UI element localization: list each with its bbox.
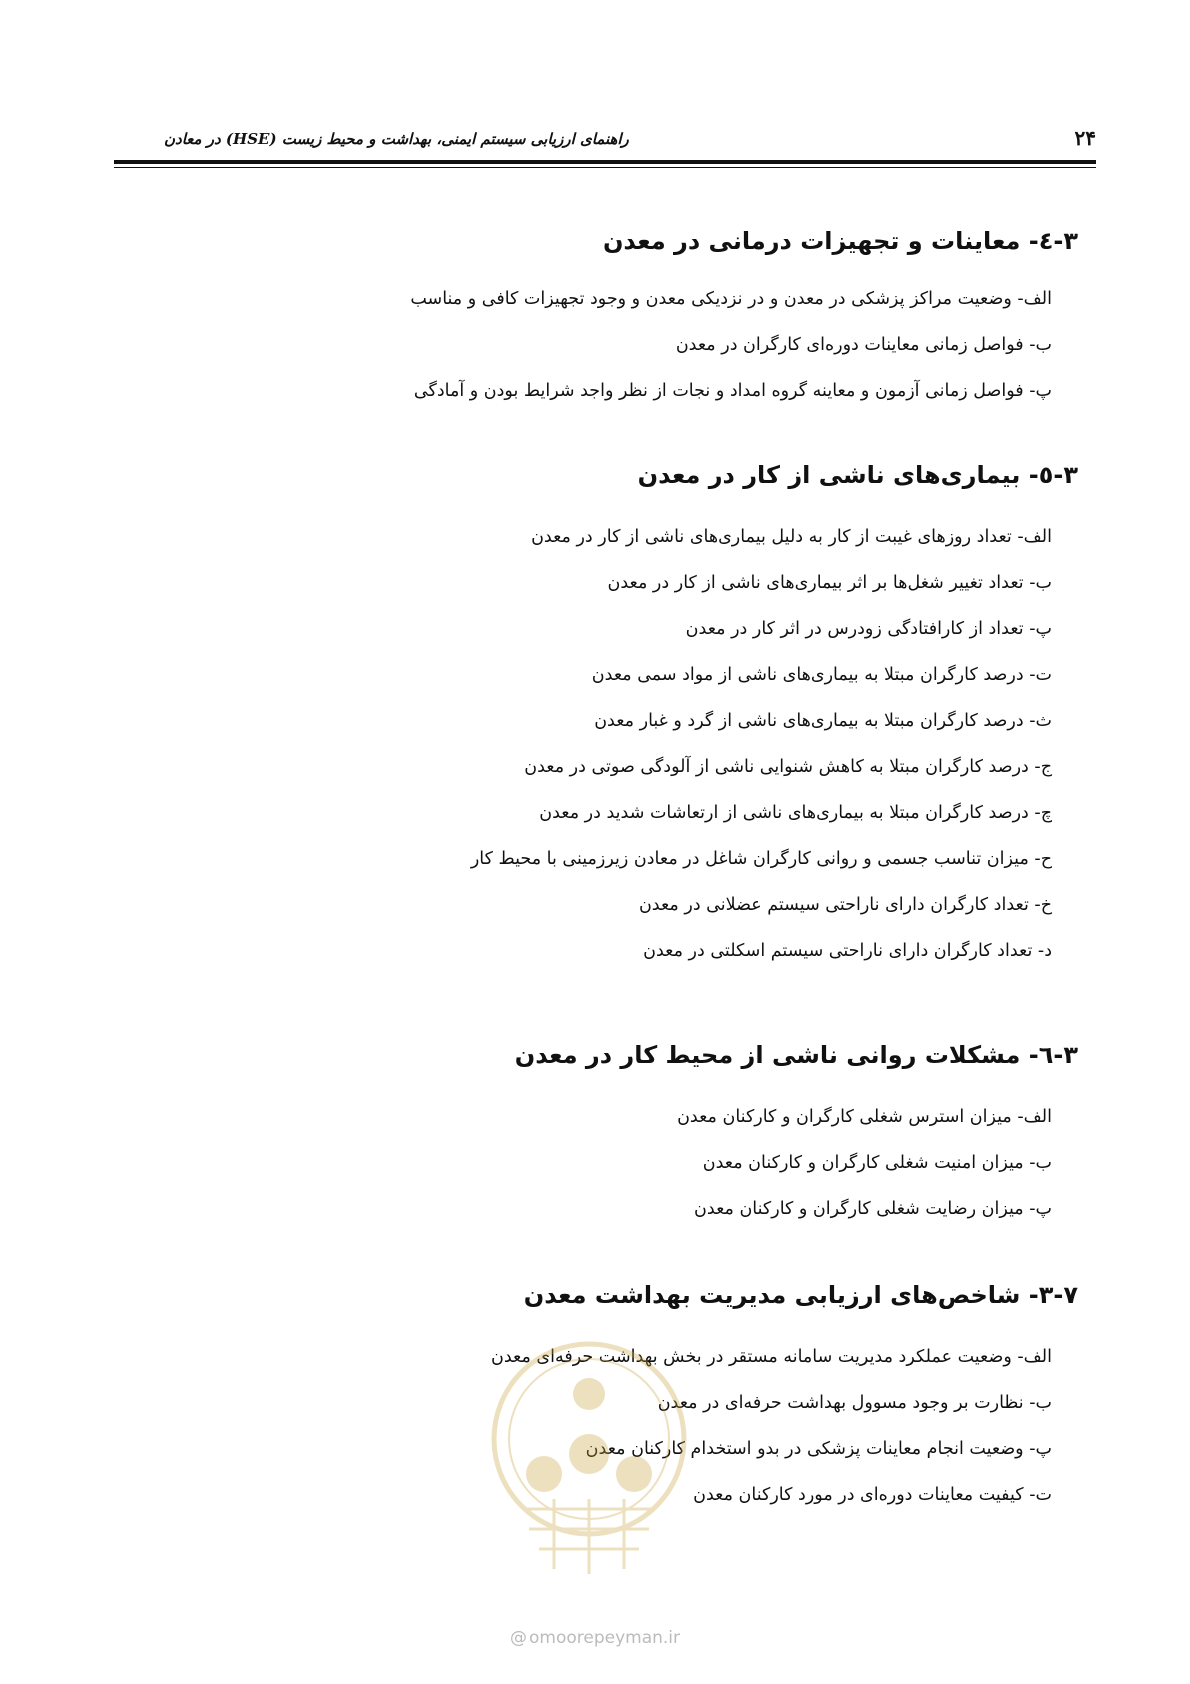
list-item: خ- تعداد کارگران دارای ناراحتی سیستم عضلانی در معدن (638, 895, 1052, 915)
item-list (410, 276, 1078, 414)
page-header (114, 126, 1096, 160)
section-medical-exams (410, 224, 1078, 414)
running-title: راهنمای ارزیابی سیستم ایمنی، بهداشت و محیط زیست (HSE) در معادن (164, 130, 629, 148)
page-number: ۲۴ (1074, 126, 1096, 150)
list-item: پ- میزان رضایت شغلی کارگران و کارکنان معدن (694, 1199, 1052, 1219)
list-item: ج- درصد کارگران مبتلا به کاهش شنوایی ناشی از آلودگی صوتی در معدن (524, 757, 1052, 777)
header-rule-thin (114, 167, 1096, 168)
list-item: پ- تعداد از کارافتادگی زودرس در اثر کار در معدن (685, 619, 1052, 639)
footer-watermark-url (0, 1628, 1190, 1648)
list-item: ت- درصد کارگران مبتلا به بیماری‌های ناشی از مواد سمی معدن (591, 665, 1052, 685)
section-title: ۳-٦- مشکلات روانی ناشی از محیط کار در معدن (514, 1041, 1078, 1069)
list-item: پ- فواصل زمانی آزمون و معاینه گروه امداد و نجات از نظر واجد شرایط بودن و آمادگی (413, 381, 1052, 401)
list-item: الف- وضعیت مراکز پزشکی در معدن و در نزدیکی معدن و وجود تجهیزات کافی و مناسب (410, 289, 1052, 309)
at-sign-icon: @ (509, 1628, 527, 1648)
list-item: الف- تعداد روزهای غیبت از کار به دلیل بیماری‌های ناشی از کار در معدن (531, 527, 1052, 547)
section-psychological-problems (515, 1038, 1078, 1232)
list-item: چ- درصد کارگران مبتلا به بیماری‌های ناشی از ارتعاشات شدید در معدن (539, 803, 1052, 823)
list-item: ت- کیفیت معاینات دوره‌ای در مورد کارکنان معدن (693, 1485, 1052, 1505)
header-rule-thick (114, 160, 1096, 164)
list-item: ب- فواصل زمانی معاینات دوره‌ای کارگران در معدن (675, 335, 1052, 355)
footer-url-text: omoorepeyman.ir (528, 1628, 681, 1648)
list-item: پ- وضعیت انجام معاینات پزشکی در بدو استخدام کارکنان معدن (585, 1439, 1052, 1459)
watermark-seal (484, 1334, 694, 1584)
section-title: ۳-٥- بیماری‌های ناشی از کار در معدن (637, 461, 1078, 489)
list-item: د- تعداد کارگران دارای ناراحتی سیستم اسکلتی در معدن (643, 941, 1052, 961)
list-item: الف- میزان استرس شغلی کارگران و کارکنان معدن (677, 1107, 1052, 1127)
section-occupational-diseases (471, 458, 1078, 974)
list-item: ب- میزان امنیت شغلی کارگران و کارکنان معدن (702, 1153, 1052, 1173)
list-item: ب- نظارت بر وجود مسوول بهداشت حرفه‌ای در معدن (657, 1393, 1052, 1413)
section-title: ۳-۷- شاخص‌های ارزیابی مدیریت بهداشت معدن (523, 1281, 1078, 1309)
list-item: ح- میزان تناسب جسمی و روانی کارگران شاغل در معادن زیرزمینی با محیط کار (470, 849, 1052, 869)
item-list (515, 1094, 1078, 1232)
list-item: ث- درصد کارگران مبتلا به بیماری‌های ناشی از گرد و غبار معدن (594, 711, 1052, 731)
list-item: ب- تعداد تغییر شغل‌ها بر اثر بیماری‌های ناشی از کار در معدن (607, 573, 1052, 593)
section-title: ۳-٤- معاینات و تجهیزات درمانی در معدن (602, 227, 1078, 255)
item-list (471, 514, 1078, 974)
list-item: الف- وضعیت عملکرد مدیریت سامانه مستقر در بخش بهداشت حرفه‌ای معدن (491, 1347, 1052, 1367)
